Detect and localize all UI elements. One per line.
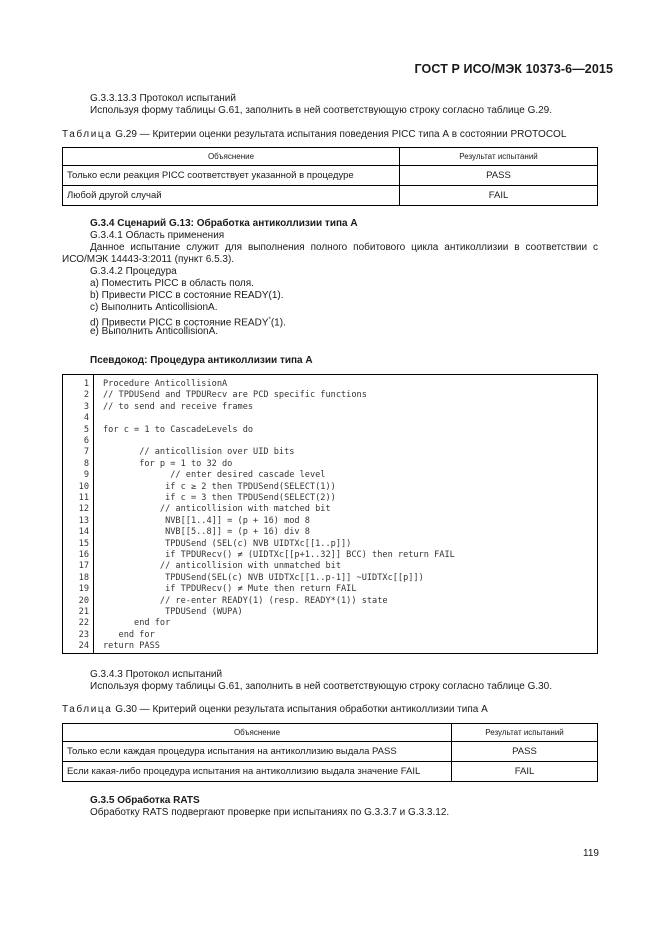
section-heading: G.3.4.3 Протокол испытаний [90, 669, 223, 680]
line-number: 19 [78, 584, 89, 595]
table-caption [62, 704, 488, 716]
subsection-heading: G.3.4.1 Область применения [90, 230, 225, 241]
document-header: ГОСТ Р ИСО/МЭК 10373-6—2015 [414, 62, 613, 76]
line-number: 2 [83, 390, 89, 401]
line-number: 9 [83, 470, 89, 481]
line-number: 10 [78, 481, 89, 492]
list-item: a) Поместить PICC в область поля. [90, 278, 254, 289]
criteria-table-g29 [62, 147, 598, 206]
code-line: end for [103, 618, 171, 629]
table-caption-label: Таблица [62, 704, 113, 715]
line-number: 4 [83, 413, 89, 424]
paragraph: Используя форму таблицы G.61, заполнить в ней соответствующую строку согласно таблице G.29. [90, 105, 553, 116]
column-header: Результат испытаний [400, 148, 598, 166]
section-heading: G.3.3.13.3 Протокол испытаний [90, 93, 236, 104]
table-cell: FAIL [452, 762, 598, 782]
superscript: * [268, 317, 271, 323]
line-number: 8 [83, 458, 89, 469]
code-line: if TPDURecv() ≠ Mute then return FAIL [103, 584, 357, 595]
line-number: 18 [78, 572, 89, 583]
code-line: NVB[[1..4]] = (p + 16) mod 8 [103, 515, 310, 526]
line-number: 13 [78, 515, 89, 526]
table-header-row [63, 148, 598, 166]
line-number: 12 [78, 504, 89, 515]
line-number: 21 [78, 607, 89, 617]
table-cell: Любой другой случай [63, 186, 400, 206]
line-number: 14 [78, 527, 89, 538]
line-number: 22 [78, 618, 89, 629]
paragraph: Обработку RATS подвергают проверке при испытаниях по G.3.3.7 и G.3.3.12. [90, 807, 450, 818]
column-header: Объяснение [63, 148, 400, 166]
code-line: end for [103, 629, 155, 640]
code-column [103, 375, 597, 653]
list-item: e) Выполнить AnticollisionA. [90, 326, 219, 337]
table-caption-text: G.30 — Критерий оценки результата испытания обработки антиколлизии типа А [115, 704, 488, 715]
code-line: for p = 1 to 32 do [103, 458, 233, 469]
line-number: 3 [83, 401, 89, 412]
list-item: c) Выполнить AnticollisionA. [90, 302, 218, 313]
section-title: G.3.4 Сценарий G.13: Обработка антиколлизии типа А [90, 218, 358, 229]
page-number: 119 [583, 848, 599, 859]
code-line: TPDUSend(SEL(c) NVB UIDTXc[[1..p-1]] ~UIDTXc[[p]]) [103, 572, 424, 583]
section-title: G.3.5 Обработка RATS [90, 795, 200, 806]
list-item-tail: (1). [270, 317, 286, 329]
code-line: // TPDUSend and TPDURecv are PCD specific functions [103, 390, 367, 401]
paragraph: Используя форму таблицы G.61, заполнить в ней соответствующую строку согласно таблице G.30. [90, 681, 553, 692]
code-line: for c = 1 to CascadeLevels do [103, 424, 254, 435]
line-number: 24 [78, 641, 89, 652]
code-line: if c ≥ 2 then TPDUSend(SELECT(1)) [103, 481, 336, 492]
subsection-heading: G.3.4.2 Процедура [90, 266, 177, 277]
table-caption-label: Таблица [62, 129, 113, 140]
code-line: TPDUSend (WUPA) [103, 607, 243, 617]
list-item-text: d) Привести PICC в состояние READY [90, 317, 269, 329]
code-line: if c = 3 then TPDUSend(SELECT(2)) [103, 493, 336, 503]
table-cell: PASS [452, 742, 598, 762]
code-line: // re-enter READY(1) (resp. READY*(1)) state [103, 595, 388, 606]
column-header: Объяснение [63, 724, 452, 742]
table-caption [62, 129, 566, 141]
code-line: // anticollision with matched bit [103, 504, 331, 515]
criteria-table-g30 [62, 723, 598, 782]
code-line: // enter desired cascade level [103, 470, 326, 481]
table-row [63, 742, 598, 762]
table-cell: PASS [400, 166, 598, 186]
list-item: b) Привести PICC в состояние READY(1). [90, 290, 284, 301]
line-number: 16 [78, 550, 89, 560]
line-number: 23 [78, 629, 89, 640]
line-number: 20 [78, 595, 89, 606]
paragraph-line: Данное испытание служит для выполнения полного побитового цикла антиколлизии в соответствии с [90, 242, 598, 253]
code-line: // anticollision over UID bits [103, 447, 295, 458]
code-line: return PASS [103, 641, 160, 652]
line-number: 15 [78, 538, 89, 549]
code-line: TPDUSend (SEL(c) NVB UIDTXc[[1..p]]) [103, 538, 352, 549]
table-cell: Только если каждая процедура испытания на антиколлизию выдала PASS [63, 742, 452, 762]
line-number: 7 [83, 447, 89, 458]
line-number: 17 [78, 561, 89, 572]
pseudocode-title: Псевдокод: Процедура антиколлизии типа А [90, 355, 313, 366]
table-caption-text: G.29 — Критерии оценки результата испытания поведения PICC типа А в состоянии PROTOCOL [115, 129, 567, 140]
code-line: // anticollision with unmatched bit [103, 561, 341, 572]
table-cell: Только если реакция PICC соответствует указанной в процедуре [63, 166, 400, 186]
line-number: 6 [83, 436, 89, 446]
table-header-row [63, 724, 598, 742]
table-row [63, 762, 598, 782]
line-number: 1 [83, 379, 89, 389]
code-line: NVB[[5..8]] = (p + 16) div 8 [103, 527, 310, 538]
code-line: Procedure AnticollisionA [103, 379, 228, 389]
table-cell: Если какая-либо процедура испытания на антиколлизию выдала значение FAIL [63, 762, 452, 782]
line-number: 11 [78, 493, 89, 503]
column-header: Результат испытаний [452, 724, 598, 742]
code-line: if TPDURecv() ≠ (UIDTXc[[p+1..32]] BCC) then return FAIL [103, 550, 455, 560]
table-row [63, 186, 598, 206]
pseudocode-block [62, 374, 598, 654]
line-number: 5 [83, 424, 89, 435]
line-number-column [63, 375, 94, 653]
table-cell: FAIL [400, 186, 598, 206]
paragraph-line: ИСО/МЭК 14443-3:2011 (пункт 6.5.3). [62, 254, 235, 265]
code-line: // to send and receive frames [103, 401, 254, 412]
table-row [63, 166, 598, 186]
